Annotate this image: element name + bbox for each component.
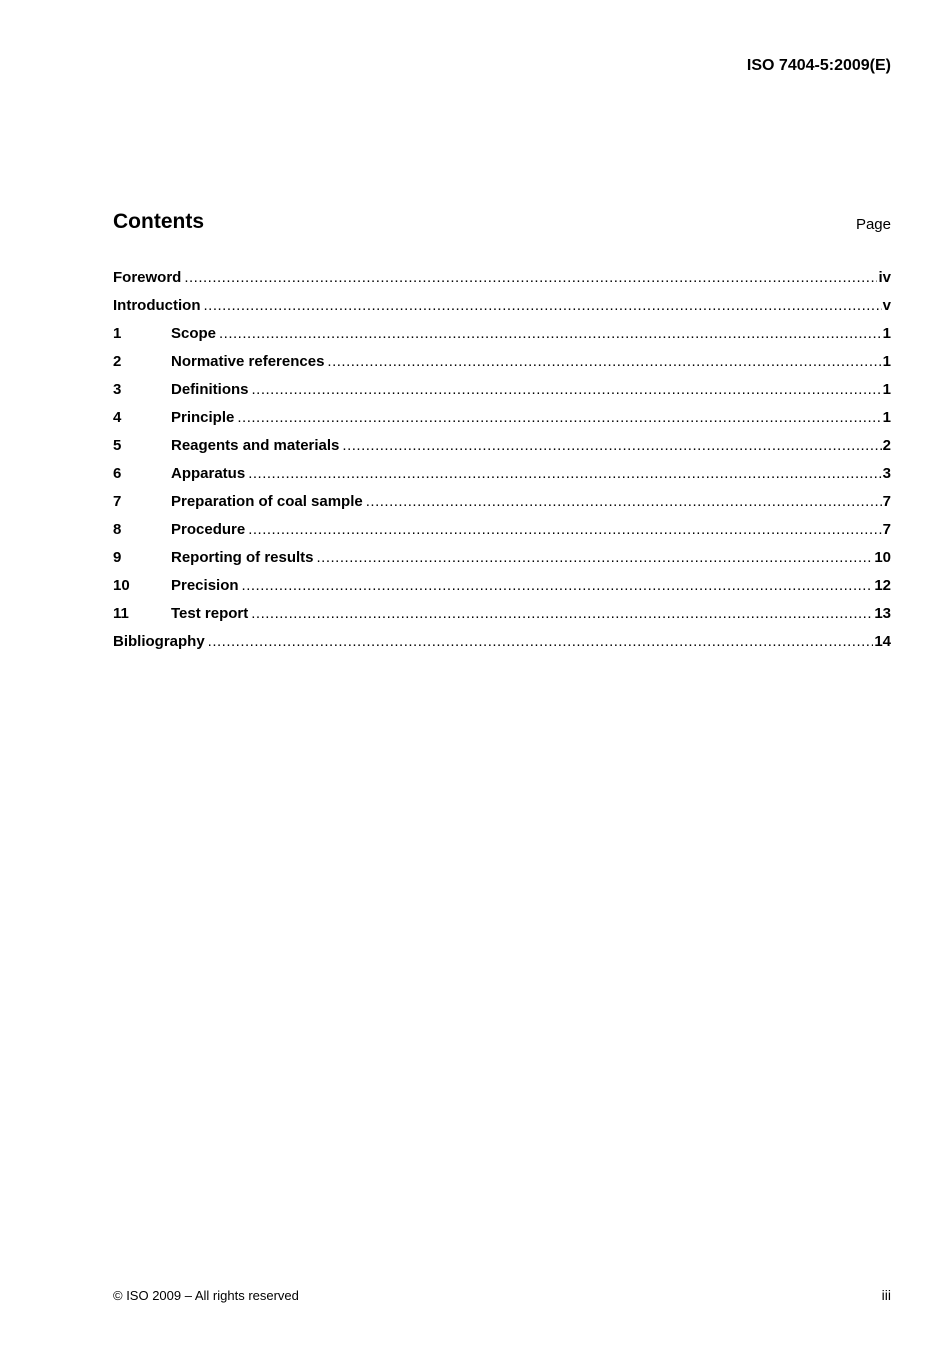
toc-entry-title: Definitions: [171, 381, 249, 398]
toc-entry-reporting-of-results[interactable]: [113, 548, 891, 576]
toc-entry-page: 12: [874, 577, 891, 594]
toc-leader-dots: [366, 492, 882, 512]
toc-entry-number: 7: [113, 493, 122, 510]
page-column-label: Page: [855, 216, 891, 233]
toc-entry-title: Bibliography: [113, 633, 205, 650]
toc-entry-foreword[interactable]: [113, 268, 891, 296]
toc-entry-number: 9: [113, 549, 122, 566]
toc-leader-dots: [208, 632, 874, 652]
toc-entry-number: 10: [113, 577, 130, 594]
toc-entry-number: 1: [113, 325, 122, 342]
toc-entry-test-report[interactable]: [113, 604, 891, 632]
toc-entry-number: 4: [113, 409, 122, 426]
toc-entry-number: 8: [113, 521, 122, 538]
toc-leader-dots: [342, 436, 881, 456]
toc-entry-page: 1: [882, 325, 891, 342]
toc-entry-page: 1: [882, 381, 891, 398]
toc-entry-procedure[interactable]: [113, 520, 891, 548]
toc-leader-dots: [242, 576, 874, 596]
toc-entry-reagents-and-materials[interactable]: [113, 436, 891, 464]
page-number: iii: [881, 1287, 891, 1303]
toc-entry-page: 7: [882, 521, 891, 538]
document-id: ISO 7404-5:2009(E): [746, 57, 891, 74]
toc-entry-normative-references[interactable]: [113, 352, 891, 380]
toc-entry-preparation-of-coal-sample[interactable]: [113, 492, 891, 520]
toc-entry-principle[interactable]: [113, 408, 891, 436]
toc-entry-page: 14: [874, 633, 891, 650]
toc-leader-dots: [248, 464, 881, 484]
toc-entry-title: Precision: [171, 577, 239, 594]
copyright-notice: © ISO 2009 – All rights reserved: [113, 1288, 299, 1303]
contents-title: Contents: [113, 210, 204, 233]
toc-leader-dots: [327, 352, 881, 372]
toc-leader-dots: [317, 548, 874, 568]
toc-entry-precision[interactable]: [113, 576, 891, 604]
toc-entry-number: 6: [113, 465, 122, 482]
toc-entry-number: 3: [113, 381, 122, 398]
toc-leader-dots: [237, 408, 881, 428]
toc-entry-page: iv: [878, 269, 891, 286]
toc-entry-introduction[interactable]: [113, 296, 891, 324]
toc-entry-bibliography[interactable]: [113, 632, 891, 660]
toc-leader-dots: [251, 604, 873, 624]
toc-entry-number: 5: [113, 437, 122, 454]
toc-entry-number: 2: [113, 353, 122, 370]
toc-entry-title: Test report: [171, 605, 249, 622]
toc-entry-page: 1: [882, 409, 891, 426]
toc-entry-page: 13: [874, 605, 891, 622]
table-of-contents: [113, 268, 891, 660]
toc-leader-dots: [219, 324, 882, 344]
toc-leader-dots: [203, 296, 881, 316]
toc-entry-title: Preparation of coal sample: [171, 493, 363, 510]
toc-entry-apparatus[interactable]: [113, 464, 891, 492]
toc-entry-title: Normative references: [171, 353, 325, 370]
toc-entry-page: 2: [882, 437, 891, 454]
toc-leader-dots: [184, 268, 877, 288]
toc-leader-dots: [252, 380, 882, 400]
toc-leader-dots: [248, 520, 881, 540]
toc-entry-title: Apparatus: [171, 465, 246, 482]
toc-entry-page: 10: [874, 549, 891, 566]
toc-entry-page: 7: [882, 493, 891, 510]
toc-entry-title: Principle: [171, 409, 235, 426]
toc-entry-number: 11: [113, 605, 129, 622]
toc-entry-page: 1: [882, 353, 891, 370]
toc-entry-definitions[interactable]: [113, 380, 891, 408]
toc-entry-title: Procedure: [171, 521, 246, 538]
toc-entry-scope[interactable]: [113, 324, 891, 352]
toc-entry-title: Reporting of results: [171, 549, 314, 566]
toc-entry-page: v: [882, 297, 891, 314]
toc-entry-title: Reagents and materials: [171, 437, 340, 454]
toc-entry-title: Introduction: [113, 297, 201, 314]
toc-entry-page: 3: [882, 465, 891, 482]
toc-entry-title: Scope: [171, 325, 217, 342]
toc-entry-title: Foreword: [113, 269, 182, 286]
